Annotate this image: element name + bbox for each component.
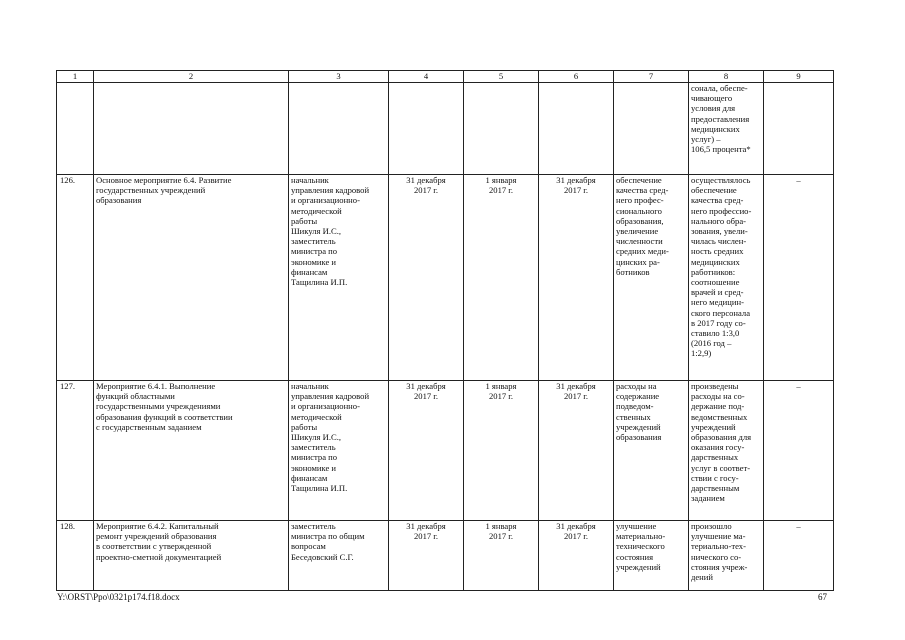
- col-header: 3: [289, 71, 389, 83]
- col-header: 8: [689, 71, 764, 83]
- page-number: 67: [818, 592, 827, 602]
- end-cell: 31 декабря 2017 г.: [539, 381, 614, 521]
- actual-result-cell: произведены расходы на со- держание под- ведомственных учреждений образования для оказания госу- дарственных услуг в соответ- ствии с госу- дарственным заданием: [689, 381, 764, 521]
- header-row: [57, 71, 834, 83]
- end-cell: 31 декабря 2017 г.: [539, 175, 614, 381]
- table-row: [57, 521, 834, 591]
- table-row: [57, 381, 834, 521]
- row-number: 128.: [57, 521, 94, 591]
- table-cell: [57, 83, 94, 175]
- actual-result-cell: осуществлялось обеспечение качества сред- него профессио- нального обра- зования, увели- чилась числен- ность средних медицинских работников: соотношение врачей и сред- него медицин- ского персонала в 2017 году со- ставило 1:3,0 (2016 год – 1:2,9): [689, 175, 764, 381]
- col-header: 4: [389, 71, 464, 83]
- col-header: 5: [464, 71, 539, 83]
- continuation-row: [57, 83, 834, 175]
- expected-result-cell: обеспечение качества сред- него профес- сионального образования, увеличение численности средних меди- цинских ра- ботников: [614, 175, 689, 381]
- table-cell: [389, 83, 464, 175]
- measure-cell: Мероприятие 6.4.1. Выполнение функций областными государственными учреждениями образования функций в соответствии с государственным заданием: [94, 381, 289, 521]
- responsible-cell: начальник управления кадровой и организационно- методической работы Шикуля И.С., заместитель министра по экономике и финансам Тащилина И.П.: [289, 381, 389, 521]
- expected-result-cell: расходы на содержание подведом- ственных учреждений образования: [614, 381, 689, 521]
- measure-cell: Мероприятие 6.4.2. Капитальный ремонт учреждений образования в соответствии с утвержденной проектно-сметной документацией: [94, 521, 289, 591]
- responsible-cell: начальник управления кадровой и организационно- методической работы Шикуля И.С., заместитель министра по экономике и финансам Тащилина И.П.: [289, 175, 389, 381]
- document-path: Y:\ORST\Ppo\0321p174.f18.docx: [57, 592, 180, 602]
- note-cell: –: [764, 381, 834, 521]
- col-header: 7: [614, 71, 689, 83]
- note-cell: –: [764, 521, 834, 591]
- deadline-cell: 31 декабря 2017 г.: [389, 521, 464, 591]
- col-header: 9: [764, 71, 834, 83]
- col-header: 6: [539, 71, 614, 83]
- end-cell: 31 декабря 2017 г.: [539, 521, 614, 591]
- start-cell: 1 января 2017 г.: [464, 175, 539, 381]
- row-number: 126.: [57, 175, 94, 381]
- col-header: 1: [57, 71, 94, 83]
- start-cell: 1 января 2017 г.: [464, 521, 539, 591]
- measure-cell: Основное мероприятие 6.4. Развитие государственных учреждений образования: [94, 175, 289, 381]
- actual-result-cell: произошло улучшение ма- териально-тех- нического со- стояния учреж- дений: [689, 521, 764, 591]
- expected-result-cell: улучшение материально- технического состояния учреждений: [614, 521, 689, 591]
- start-cell: 1 января 2017 г.: [464, 381, 539, 521]
- table-cell: [539, 83, 614, 175]
- deadline-cell: 31 декабря 2017 г.: [389, 175, 464, 381]
- note-cell: –: [764, 175, 834, 381]
- table-cell: сонала, обеспе- чивающего условия для предоставления медицинских услуг) – 106,5 процента*: [689, 83, 764, 175]
- table-cell: [94, 83, 289, 175]
- col-header: 2: [94, 71, 289, 83]
- table-cell: [464, 83, 539, 175]
- table-row: [57, 175, 834, 381]
- row-number: 127.: [57, 381, 94, 521]
- responsible-cell: заместитель министра по общим вопросам Беседовский С.Г.: [289, 521, 389, 591]
- table-cell: [764, 83, 834, 175]
- table-cell: [614, 83, 689, 175]
- document-table: [56, 70, 834, 591]
- deadline-cell: 31 декабря 2017 г.: [389, 381, 464, 521]
- table-cell: [289, 83, 389, 175]
